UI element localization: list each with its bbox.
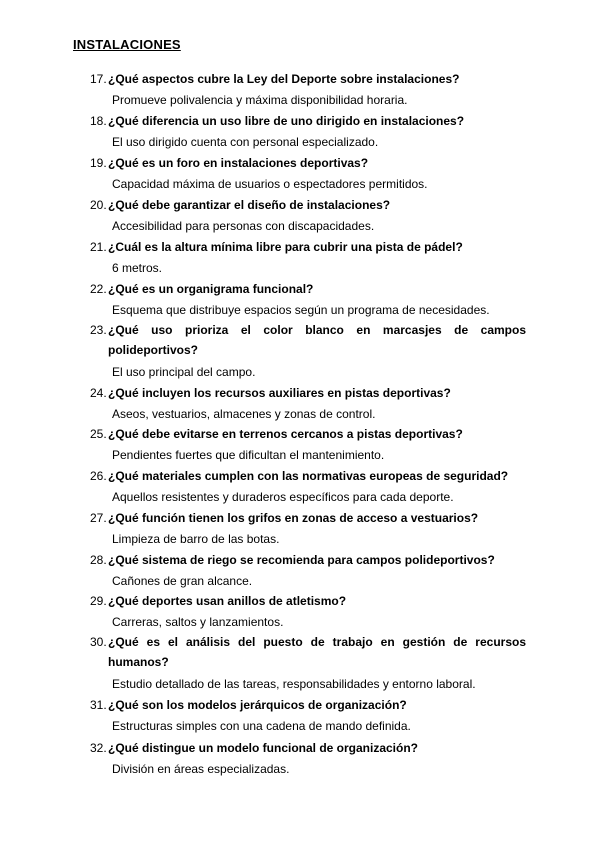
answer-text: 6 metros. xyxy=(112,261,163,275)
question-number: 25. xyxy=(90,427,107,441)
question-number: 20. xyxy=(90,198,107,212)
answer-text: División en áreas especializadas. xyxy=(112,762,290,776)
question-text: ¿Qué uso prioriza el color blanco en marcasjes de campos polideportivos? xyxy=(108,323,526,357)
question-number: 27. xyxy=(90,511,107,525)
answer-text: Estudio detallado de las tareas, responsabilidades y entorno laboral. xyxy=(112,677,476,691)
question-text: ¿Qué distingue un modelo funcional de organización? xyxy=(108,741,419,755)
answer-text: Capacidad máxima de usuarios o espectadores permitidos. xyxy=(112,177,428,191)
question-text: ¿Qué deportes usan anillos de atletismo? xyxy=(108,594,347,608)
answer-text: Carreras, saltos y lanzamientos. xyxy=(112,615,284,629)
question-text: ¿Qué debe evitarse en terrenos cercanos a pistas deportivas? xyxy=(108,427,463,441)
question-number: 23. xyxy=(90,323,107,337)
question-text: ¿Qué es un organigrama funcional? xyxy=(108,282,314,296)
question-text: ¿Qué función tienen los grifos en zonas de acceso a vestuarios? xyxy=(108,511,479,525)
section-title: INSTALACIONES xyxy=(73,37,181,52)
question-text: ¿Qué sistema de riego se recomienda para campos polideportivos? xyxy=(108,553,495,567)
question-number: 31. xyxy=(90,698,107,712)
answer-text: Accesibilidad para personas con discapacidades. xyxy=(112,219,375,233)
answer-text: Aquellos resistentes y duraderos específicos para cada deporte. xyxy=(112,490,454,504)
question-number: 30. xyxy=(90,635,107,649)
question-text: ¿Qué es un foro en instalaciones deportivas? xyxy=(108,156,369,170)
answer-text: Aseos, vestuarios, almacenes y zonas de control. xyxy=(112,407,376,421)
question-text: ¿Qué materiales cumplen con las normativas europeas de seguridad? xyxy=(108,469,509,483)
question-text: ¿Qué incluyen los recursos auxiliares en pistas deportivas? xyxy=(108,386,451,400)
question-text: ¿Qué debe garantizar el diseño de instalaciones? xyxy=(108,198,391,212)
answer-text: Limpieza de barro de las botas. xyxy=(112,532,280,546)
question-number: 17. xyxy=(90,72,107,86)
answer-text: Promueve polivalencia y máxima disponibilidad horaria. xyxy=(112,93,408,107)
answer-text: Pendientes fuertes que dificultan el mantenimiento. xyxy=(112,448,385,462)
answer-text: Estructuras simples con una cadena de mando definida. xyxy=(112,719,411,733)
answer-text: Cañones de gran alcance. xyxy=(112,574,253,588)
answer-text: El uso dirigido cuenta con personal especializado. xyxy=(112,135,379,149)
question-text: ¿Qué es el análisis del puesto de trabajo en gestión de recursos humanos? xyxy=(108,635,526,669)
answer-text: Esquema que distribuye espacios según un programa de necesidades. xyxy=(112,303,490,317)
question-text: ¿Cuál es la altura mínima libre para cubrir una pista de pádel? xyxy=(108,240,463,254)
question-text: ¿Qué son los modelos jerárquicos de organización? xyxy=(108,698,407,712)
question-text: ¿Qué diferencia un uso libre de uno dirigido en instalaciones? xyxy=(108,114,465,128)
question-number: 24. xyxy=(90,386,107,400)
question-number: 22. xyxy=(90,282,107,296)
answer-text: El uso principal del campo. xyxy=(112,365,256,379)
question-number: 21. xyxy=(90,240,107,254)
question-number: 29. xyxy=(90,594,107,608)
question-number: 19. xyxy=(90,156,107,170)
question-number: 28. xyxy=(90,553,107,567)
question-number: 26. xyxy=(90,469,107,483)
question-number: 32. xyxy=(90,741,107,755)
question-text: ¿Qué aspectos cubre la Ley del Deporte sobre instalaciones? xyxy=(108,72,460,86)
question-number: 18. xyxy=(90,114,107,128)
